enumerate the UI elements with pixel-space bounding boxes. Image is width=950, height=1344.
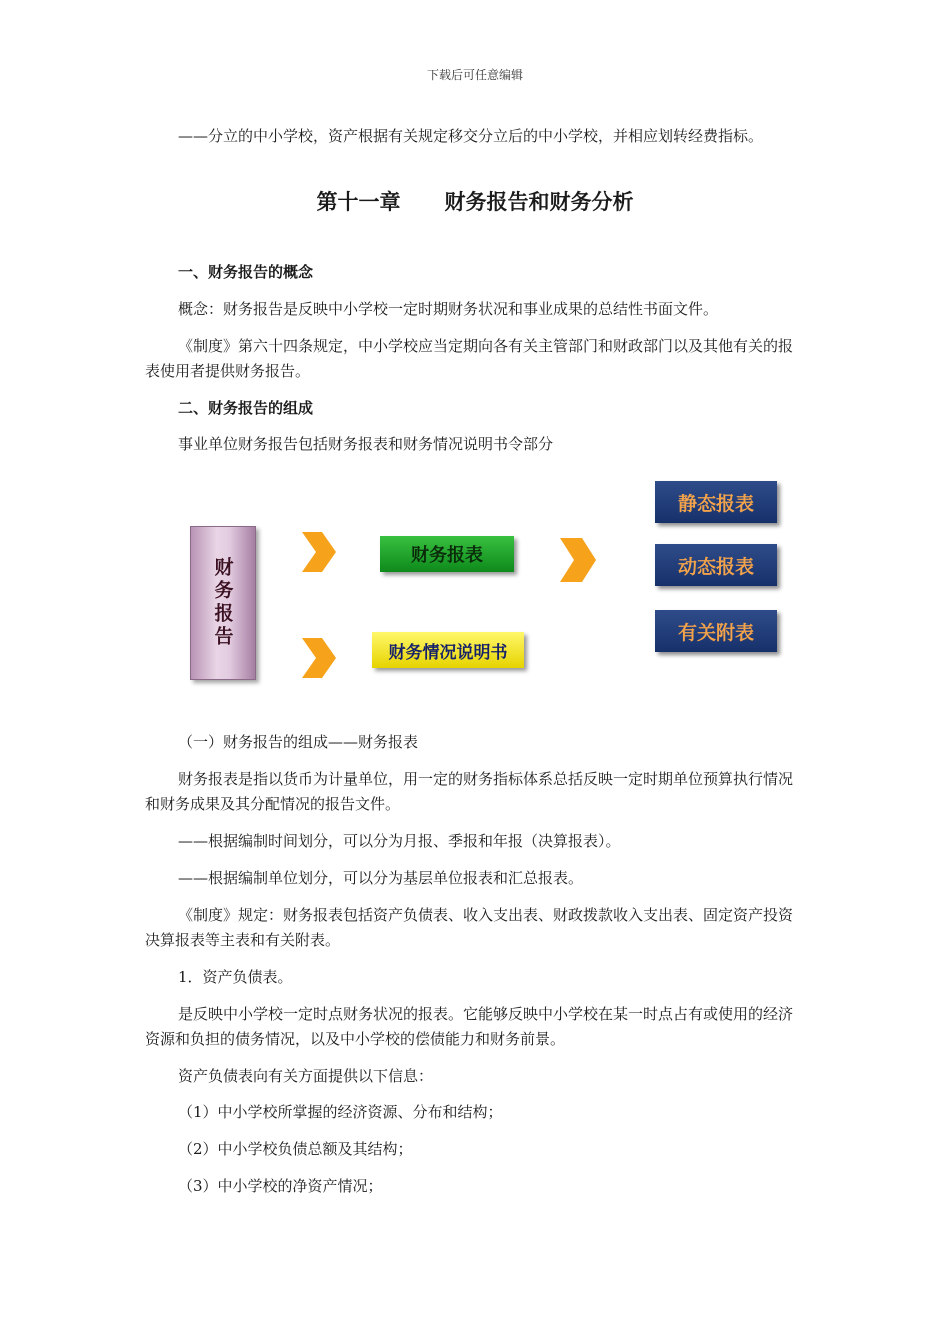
static-report-box [655, 481, 777, 523]
chapter-number: 第十一章 [316, 190, 401, 214]
paragraph-concept: 概念：财务报告是反映中小学校一定时期财务状况和事业成果的总结性书面文件。 [178, 300, 719, 318]
attached-report-box [655, 610, 777, 652]
paragraph-by-time: ——根据编制时间划分，可以分为月报、季报和年报（决算报表）。 [178, 832, 621, 850]
paragraph-composition: 事业单位财务报告包括财务报表和财务情况说明书令部分 [178, 435, 554, 453]
diagram-root-box [190, 526, 256, 680]
paragraph-split-school: ——分立的中小学校，资产根据有关规定移交分立后的中小学校，并相应划转经费指标。 [178, 127, 764, 145]
financial-statements-box [380, 536, 514, 572]
chapter-name: 财务报告和财务分析 [444, 190, 634, 214]
static-report-label: 静态报表 [677, 492, 754, 515]
financial-explanation-label: 财务情况说明书 [388, 642, 508, 663]
heading-composition: 二、财务报告的组成 [178, 399, 314, 417]
list-item: （1）中小学校所掌握的经济资源、分布和结构； [178, 1103, 503, 1121]
paragraph-regulation-64: 《制度》第六十四条规定，中小学校应当定期向各有关主管部门和财政部门以及其他有关的报表使用者提供财务报告。 [145, 337, 794, 380]
chevron-arrow-icon [558, 536, 598, 584]
chevron-arrow-icon [300, 636, 338, 680]
financial-statements-label: 财务报表 [411, 545, 483, 566]
chapter-title [0, 186, 950, 216]
chevron-arrow-icon [300, 530, 338, 574]
heading-concept: 一、财务报告的概念 [178, 263, 314, 281]
list-item: （2）中小学校负债总额及其结构； [178, 1140, 413, 1158]
item-balance-sheet: 1．资产负债表。 [178, 968, 293, 986]
list-item: （3）中小学校的净资产情况； [178, 1177, 383, 1195]
attached-report-label: 有关附表 [677, 621, 754, 644]
dynamic-report-box [655, 544, 777, 586]
financial-explanation-box [372, 632, 524, 668]
paragraph-statements-definition: 财务报表是指以货币为计量单位，用一定的财务指标体系总括反映一定时期单位预算执行情况和财务成果及其分配情况的报告文件。 [145, 770, 794, 813]
diagram-root-label: 财务报告 [211, 557, 234, 649]
paragraph-info-intro: 资产负债表向有关方面提供以下信息： [178, 1067, 434, 1085]
dynamic-report-label: 动态报表 [677, 555, 754, 578]
page-header: 下载后可任意编辑 [426, 68, 523, 82]
report-composition-diagram [180, 478, 790, 688]
paragraph-regulation-statements: 《制度》规定：财务报表包括资产负债表、收入支出表、财政拨款收入支出表、固定资产投资决算报表等主表和有关附表。 [145, 906, 794, 949]
paragraph-by-unit: ——根据编制单位划分，可以分为基层单位报表和汇总报表。 [178, 869, 584, 887]
subheading-statements: （一）财务报告的组成——财务报表 [178, 733, 419, 751]
paragraph-balance-sheet: 是反映中小学校一定时点财务状况的报表。它能够反映中小学校在某一时点占有或使用的经济资源和负担的债务情况，以及中小学校的偿债能力和财务前景。 [145, 1005, 794, 1048]
